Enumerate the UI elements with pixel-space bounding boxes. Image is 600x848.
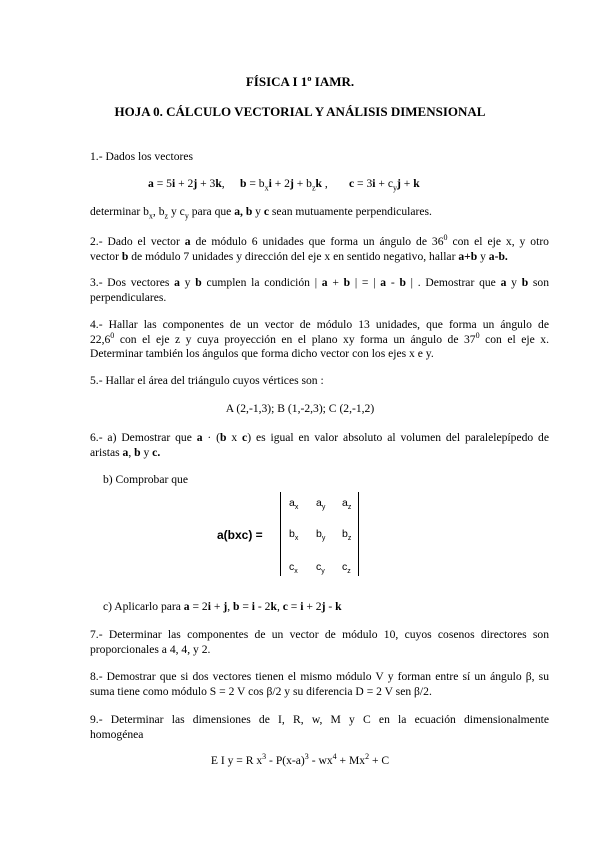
problem-6-line-2: aristas a, b y c. xyxy=(90,446,161,459)
determinant-left-bar xyxy=(280,492,281,576)
problem-4-line-2: 22,6$^0$ con el eje z y cuya proyección en el plano xy forma un ángulo de $37^0$ con el eje x. xyxy=(90,331,549,346)
triple-product-lhs: a(bxc) = xyxy=(217,528,263,542)
matrix-cz: $c_z$ xyxy=(342,561,351,576)
problem-3-line-2: perpendiculares. xyxy=(90,291,167,304)
problem-3-line-1: 3.- Dos vectores a y b cumplen la condición | a + b | = | a - b | . Demostrar que a y b son xyxy=(90,276,549,289)
problem-9-line-1: 9.- Determinar las dimensiones de I, R, w, M y C en la ecuación dimensionalmente xyxy=(90,713,549,726)
matrix-bz: $b_z$ xyxy=(342,528,352,543)
vector-b-def: $b = b_xi + 2j + b_zk$ , xyxy=(240,177,328,193)
matrix-bx: $b_x$ xyxy=(289,528,299,543)
matrix-cy: $c_y$ xyxy=(316,561,325,576)
matrix-cx: $c_x$ xyxy=(289,561,298,576)
problem-7-line-1: 7.- Determinar las componentes de un vector de módulo 10, cuyos cosenos directores son xyxy=(90,628,549,641)
course-title: FÍSICA I 1º IAMR. xyxy=(245,74,355,89)
triangle-vertices: A (2,-1,3); B (1,-2,3); C (2,-1,2) xyxy=(225,402,375,415)
problem-1-intro: 1.- Dados los vectores xyxy=(90,150,194,163)
problem-4-line-3: Determinar también los ángulos que forma dicho vector con los ejes x e y. xyxy=(90,347,434,360)
matrix-by: $b_y$ xyxy=(316,528,326,543)
problem-8-line-1: 8.- Demostrar que si dos vectores tienen el mismo módulo V y forman entre sí un ángulo β, su xyxy=(90,670,549,683)
problem-6-c-label: c) Aplicarlo para a = 2i + j, b = i - 2k, c = i + 2j - k xyxy=(103,600,342,613)
matrix-ax: $a_x$ xyxy=(289,497,299,512)
problem-9-line-2: homogénea xyxy=(90,728,144,741)
determinant-right-bar xyxy=(358,492,359,576)
vector-c-def: $c = 3i + c_yj + k$ xyxy=(349,177,420,193)
problem-5-line-1: 5.- Hallar el área del triángulo cuyos vértices son : xyxy=(90,374,324,387)
dimensional-equation: E I y = R $x^3 - P(x-a)^3 - wx^4 + Mx^2 + C$ xyxy=(210,752,390,767)
matrix-ay: $a_y$ xyxy=(316,497,326,512)
problem-4-line-1: 4.- Hallar las componentes de un vector de módulo 13 unidades, que forma un ángulo de xyxy=(90,318,549,331)
problem-2-line-2: vector b de módulo 7 unidades y dirección del eje x en sentido negativo, hallar a+b y a-b. xyxy=(90,250,508,263)
problem-2-line-1: 2.- Dado el vector a de módulo 6 unidades que forma un ángulo de $36^0$ con el eje x, y otro xyxy=(90,233,549,248)
problem-7-line-2: proporcionales a 4, 4, y 2. xyxy=(90,643,211,656)
vector-a-def: a = 5i + 2j + 3k, xyxy=(148,177,225,190)
problem-8-line-2: suma tiene como módulo S = 2 V cos β/2 y su diferencia D = 2 V sen β/2. xyxy=(90,685,432,698)
problem-6-line-1: 6.- a) Demostrar que a · (b x c) es igual en valor absoluto al volumen del paralelepípedo de xyxy=(90,431,549,444)
problem-6-b-label: b) Comprobar que xyxy=(103,473,189,486)
problem-1-text: determinar $b_x$, $b_z$ y $c_y$ para que a, b y c sean mutuamente perpendiculares. xyxy=(90,205,432,221)
matrix-az: $a_z$ xyxy=(342,497,352,512)
sheet-title: HOJA 0. CÁLCULO VECTORIAL Y ANÁLISIS DIMENSIONAL xyxy=(114,104,486,119)
